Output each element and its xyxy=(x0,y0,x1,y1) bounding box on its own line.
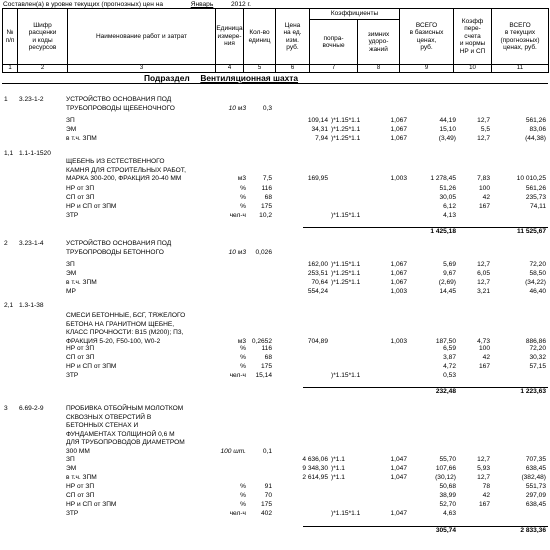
row-coef-winter: 1,067 xyxy=(390,117,407,124)
row-coef-winter: 1,047 xyxy=(390,456,407,463)
row-recalc: 12,7 xyxy=(477,456,490,463)
total-base: 1 425,18 xyxy=(430,228,456,235)
row-qty: 175 xyxy=(260,363,272,370)
row-name: ЗП xyxy=(66,261,75,268)
row-unit: 10 м3 xyxy=(228,104,246,112)
row-coef-winter: 1,047 xyxy=(390,465,407,472)
row-current-total: 74,11 xyxy=(529,203,546,210)
row-name: 300 ММ xyxy=(66,448,90,455)
row-recalc: 167 xyxy=(478,363,490,370)
row-unit: чел-ч xyxy=(229,212,246,219)
total-separator xyxy=(303,227,548,228)
row-number: 1 xyxy=(4,96,8,103)
row-coef-winter: 1,067 xyxy=(390,261,407,268)
row-coef-winter: 1,047 xyxy=(390,510,407,517)
row-price: 7,94 xyxy=(315,135,328,142)
row-price: 253,51 xyxy=(307,270,328,277)
row-recalc: 12,7 xyxy=(477,117,490,124)
row-coef-adjust: )*1.15*1.1 xyxy=(331,372,361,379)
row-base-total: 4,13 xyxy=(443,212,456,219)
row-recalc: 12,7 xyxy=(477,474,490,481)
row-price: 70,64 xyxy=(311,279,328,286)
row-current-total: 886,86 xyxy=(525,337,546,345)
row-qty: 116 xyxy=(261,345,272,352)
row-coef-winter: 1,003 xyxy=(390,175,407,183)
row-qty: 7,5 xyxy=(262,175,272,183)
row-coef-winter: 1,067 xyxy=(390,135,407,142)
header-coef-adjust: попра- вочные xyxy=(310,20,358,65)
row-current-total: (44,38) xyxy=(525,135,546,142)
row-base-total: 3,87 xyxy=(443,354,456,361)
header-coefficients: Коэффициенты xyxy=(310,9,400,20)
row-coef-winter: 1,047 xyxy=(390,474,407,481)
header-qty: Кол-во единиц xyxy=(244,9,276,65)
row-current-total: (382,48) xyxy=(521,474,546,481)
row-current-total: 58,50 xyxy=(529,270,546,277)
row-name: в т.ч. ЗПМ xyxy=(66,279,97,286)
row-price: 554,24 xyxy=(307,288,328,295)
total-base: 232,48 xyxy=(435,388,456,395)
row-name: УСТРОЙСТВО ОСНОВАНИЯ ПОД xyxy=(66,96,172,103)
section-title: Вентиляционная шахта xyxy=(200,73,299,83)
row-recalc: 167 xyxy=(478,501,490,508)
row-coef-adjust: )*1.1 xyxy=(331,456,345,463)
row-coef-adjust: )*1.25*1.1 xyxy=(331,135,361,142)
row-name: ЭМ xyxy=(66,270,77,277)
row-name: СП от ЗП xyxy=(66,492,95,499)
row-recalc: 7,83 xyxy=(477,175,490,183)
header-no: № п/п xyxy=(3,9,18,65)
row-qty: 68 xyxy=(264,194,272,201)
header-colnum-9: 9 xyxy=(400,65,454,73)
row-name: ТРУБОПРОВОДЫ ЩЕБЕНОЧНОГО xyxy=(66,104,175,112)
row-coef-adjust: )*1.25*1.1 xyxy=(331,270,361,277)
row-base-total: 6,59 xyxy=(443,345,456,352)
row-price: 109,14 xyxy=(307,117,328,124)
total-base: 305,74 xyxy=(435,527,456,534)
row-price: 169,95 xyxy=(307,175,328,183)
row-unit: % xyxy=(240,501,246,508)
row-coef-adjust: )*1.15*1.1 xyxy=(331,510,361,517)
row-coef-adjust: )*1.15*1.1 xyxy=(331,212,361,219)
row-name: ПРОБИВКА ОТБОЙНЫМ МОЛОТКОМ xyxy=(66,405,184,412)
row-base-total: 15,10 xyxy=(439,126,456,133)
row-current-total: 72,20 xyxy=(529,261,546,268)
row-recalc: 100 xyxy=(478,345,490,352)
row-base-total: (3,49) xyxy=(438,135,456,142)
row-name: ЭМ xyxy=(66,126,77,133)
row-name: КАМНЯ ДЛЯ СТРОИТЕЛЬНЫХ РАБОТ, xyxy=(66,166,186,174)
row-qty: 15,14 xyxy=(255,372,272,379)
row-qty: 175 xyxy=(260,501,272,508)
row-unit: % xyxy=(240,185,246,192)
row-name: МАРКА 300-200, ФРАКЦИЯ 20-40 ММ xyxy=(66,175,182,183)
row-base-total: 6,12 xyxy=(443,203,456,210)
row-price: 34,31 xyxy=(311,126,328,133)
row-name: ЗТР xyxy=(66,372,79,379)
total-current: 2 833,36 xyxy=(520,527,546,534)
row-name: НР от ЗП xyxy=(66,483,95,490)
row-base-total: 44,19 xyxy=(439,117,456,124)
row-name: СКВОЗНЫХ ОТВЕРСТИЙ В xyxy=(66,413,152,421)
row-recalc: 12,7 xyxy=(477,135,490,142)
row-name: НР и СП от ЗПМ xyxy=(66,501,117,508)
row-coef-winter: 1,067 xyxy=(390,126,407,133)
header-colnum-11: 11 xyxy=(492,65,549,73)
header-price: Цена на ед. изм. руб. xyxy=(276,9,310,65)
row-base-total: 5,69 xyxy=(443,261,456,268)
row-base-total: 52,70 xyxy=(439,501,456,508)
row-name: ТРУБОПРОВОДЫ БЕТОННОГО xyxy=(66,248,164,256)
row-price: 162,00 xyxy=(307,261,328,268)
row-qty: 175 xyxy=(260,203,272,210)
header-name: Наименование работ и затрат xyxy=(68,9,216,65)
row-coef-winter: 1,003 xyxy=(390,288,407,295)
row-unit: % xyxy=(240,492,246,499)
row-name: НР от ЗП xyxy=(66,185,95,192)
row-qty: 91 xyxy=(264,483,272,490)
row-base-total: (30,12) xyxy=(435,474,456,481)
row-unit: м3 xyxy=(237,337,246,345)
row-name: ЗТР xyxy=(66,212,79,219)
row-name: НР и СП от ЗПМ xyxy=(66,203,117,210)
row-code: 1.1-1-1520 xyxy=(19,150,51,157)
row-qty: 70 xyxy=(264,492,272,499)
row-unit: % xyxy=(240,203,246,210)
row-price: 9 348,30 xyxy=(302,465,328,472)
row-current-total: 561,26 xyxy=(525,117,546,124)
row-name: БЕТОННЫХ СТЕНАХ И xyxy=(66,422,139,430)
row-name: МР xyxy=(66,288,76,295)
row-number: 2 xyxy=(4,240,8,247)
row-base-total: 55,70 xyxy=(439,456,456,463)
row-unit: % xyxy=(240,483,246,490)
row-coef-winter: 1,067 xyxy=(390,279,407,286)
row-current-total: 83,06 xyxy=(529,126,546,133)
row-qty: 0,2652 xyxy=(251,337,272,345)
row-base-total: 187,50 xyxy=(435,337,456,345)
row-qty: 68 xyxy=(264,354,272,361)
row-unit: чел-ч xyxy=(229,510,246,517)
row-coef-adjust: )*1.15*1.1 xyxy=(331,261,361,268)
row-qty: 0,3 xyxy=(262,104,272,112)
total-current: 11 525,67 xyxy=(517,228,546,235)
caption-prefix: Составлен(а) в уровне текущих (прогнозных) цен на xyxy=(3,1,163,8)
row-base-total: 4,63 xyxy=(443,510,456,517)
row-base-total: 9,67 xyxy=(443,270,456,277)
row-base-total: 30,05 xyxy=(439,194,456,201)
row-recalc: 3,21 xyxy=(477,288,490,295)
row-number: 3 xyxy=(4,405,8,412)
row-name: в т.ч. ЗПМ xyxy=(66,135,97,142)
row-unit: % xyxy=(240,354,246,361)
row-name: УСТРОЙСТВО ОСНОВАНИЯ ПОД xyxy=(66,240,172,247)
header-recalc: Коэфф пере- счета и нормы НР и СП xyxy=(454,9,492,65)
row-coef-adjust: )*1.1 xyxy=(331,474,345,481)
row-name: КЛАСС ПРОЧНОСТИ: B15 (M200); П3, xyxy=(66,329,184,337)
row-code: 6.69-2-9 xyxy=(19,405,44,412)
row-name: СП от ЗП xyxy=(66,194,95,201)
row-qty: 402 xyxy=(260,510,272,517)
row-qty: 0,1 xyxy=(262,448,272,455)
row-price: 2 614,95 xyxy=(302,474,328,481)
row-price: 4 636,06 xyxy=(302,456,328,463)
row-base-total: 50,68 xyxy=(439,483,456,490)
caption-year: 2012 г. xyxy=(230,1,251,8)
row-base-total: 51,26 xyxy=(439,185,456,192)
total-separator xyxy=(303,387,548,388)
row-code: 3.23-1-4 xyxy=(19,240,44,247)
header-code: Шифр расценки и коды ресурсов xyxy=(18,9,68,65)
row-current-total: 57,15 xyxy=(529,363,546,370)
section-prefix: Подраздел xyxy=(144,73,190,83)
row-name: ЩЕБЕНЬ ИЗ ЕСТЕСТВЕННОГО xyxy=(66,158,165,165)
row-name: ЭМ xyxy=(66,465,77,472)
row-name: ЗТР xyxy=(66,510,79,517)
header-coef-winter: зимних удоро- жаний xyxy=(358,20,400,65)
row-number: 2,1 xyxy=(4,302,14,309)
row-unit: 10 м3 xyxy=(228,248,246,256)
total-separator xyxy=(303,526,548,527)
header-colnum-4: 4 xyxy=(216,65,244,73)
row-recalc: 78 xyxy=(482,483,490,490)
row-recalc: 42 xyxy=(482,194,490,201)
row-coef-adjust: )*1.15*1.1 xyxy=(331,117,361,124)
row-qty: 116 xyxy=(261,185,272,192)
header-colnum-2: 2 xyxy=(18,65,68,73)
row-unit: м3 xyxy=(237,175,246,183)
row-name: БЕТОНА НА ГРАНИТНОМ ЩЕБНЕ, xyxy=(66,320,175,328)
row-qty: 10,2 xyxy=(259,212,272,219)
row-name: НР от ЗП xyxy=(66,345,95,352)
row-recalc: 167 xyxy=(478,203,490,210)
row-coef-winter: 1,067 xyxy=(390,270,407,277)
row-recalc: 100 xyxy=(478,185,490,192)
row-coef-adjust: )*1.1 xyxy=(331,465,345,472)
row-current-total: 72,20 xyxy=(529,345,546,352)
row-current-total: 638,45 xyxy=(525,501,546,508)
row-current-total: 46,40 xyxy=(529,288,546,295)
row-recalc: 12,7 xyxy=(477,279,490,286)
row-base-total: 0,53 xyxy=(443,372,456,379)
row-code: 1.3-1-38 xyxy=(19,302,44,309)
row-current-total: 10 010,25 xyxy=(516,175,546,183)
row-qty: 0,026 xyxy=(255,248,272,256)
row-base-total: 1 278,45 xyxy=(430,175,456,183)
header-colnum-1: 1 xyxy=(3,65,18,73)
header-colnum-3: 3 xyxy=(68,65,216,73)
row-coef-adjust: )*1.25*1.1 xyxy=(331,279,361,286)
row-recalc: 12,7 xyxy=(477,261,490,268)
row-recalc: 6,05 xyxy=(477,270,490,277)
row-unit: % xyxy=(240,345,246,352)
header-current-total: ВСЕГО в текущих (прогнозных) ценах, руб. xyxy=(492,9,549,65)
row-base-total: 14,45 xyxy=(439,288,456,295)
row-recalc: 5,5 xyxy=(480,126,490,133)
header-colnum-7: 7 xyxy=(310,65,358,73)
row-recalc: 4,73 xyxy=(477,337,490,345)
header-base-total: ВСЕГО в базисных ценах, руб. xyxy=(400,9,454,65)
row-recalc: 42 xyxy=(482,354,490,361)
row-current-total: (34,22) xyxy=(525,279,546,286)
row-current-total: 297,09 xyxy=(525,492,546,499)
row-base-total: 107,66 xyxy=(435,465,456,472)
row-name: СМЕСИ БЕТОННЫЕ, БСГ, ТЯЖЕЛОГО xyxy=(66,312,186,319)
row-current-total: 638,45 xyxy=(525,465,546,472)
row-coef-adjust: )*1.25*1.1 xyxy=(331,126,361,133)
header-unit: Единица измере- ния xyxy=(216,9,244,65)
row-base-total: (2,69) xyxy=(438,279,456,286)
row-name: ФУНДАМЕНТАХ ТОЛЩИНОЙ 0,6 М xyxy=(66,430,175,438)
row-name: НР и СП от ЗПМ xyxy=(66,363,117,370)
header-colnum-8: 8 xyxy=(358,65,400,73)
row-current-total: 235,73 xyxy=(525,194,546,201)
row-name: ФРАКЦИЯ 5-20, F50-100, W0-2 xyxy=(66,337,161,345)
caption-month: Январь xyxy=(190,1,214,8)
row-price: 704,89 xyxy=(307,337,328,345)
row-current-total: 30,32 xyxy=(529,354,546,361)
row-base-total: 38,99 xyxy=(439,492,456,499)
row-unit: % xyxy=(240,363,246,370)
row-current-total: 707,35 xyxy=(525,456,546,463)
total-current: 1 223,63 xyxy=(520,388,546,395)
row-coef-winter: 1,003 xyxy=(390,337,407,345)
header-colnum-10: 10 xyxy=(454,65,492,73)
row-name: ЗП xyxy=(66,456,75,463)
row-code: 3.23-1-2 xyxy=(19,96,44,103)
row-recalc: 42 xyxy=(482,492,490,499)
row-number: 1,1 xyxy=(4,150,14,157)
row-current-total: 551,73 xyxy=(525,483,546,490)
row-name: в т.ч. ЗПМ xyxy=(66,474,97,481)
row-unit: 100 шт. xyxy=(220,448,246,455)
row-recalc: 5,93 xyxy=(477,465,490,472)
row-name: ДЛЯ ТРУБОПРОВОДОВ ДИАМЕТРОМ xyxy=(66,439,185,447)
row-name: ЗП xyxy=(66,117,75,124)
header-colnum-6: 6 xyxy=(276,65,310,73)
row-name: СП от ЗП xyxy=(66,354,95,361)
row-base-total: 4,72 xyxy=(443,363,456,370)
row-current-total: 561,26 xyxy=(525,185,546,192)
row-unit: % xyxy=(240,194,246,201)
header-colnum-5: 5 xyxy=(244,65,276,73)
row-unit: чел-ч xyxy=(229,372,246,379)
